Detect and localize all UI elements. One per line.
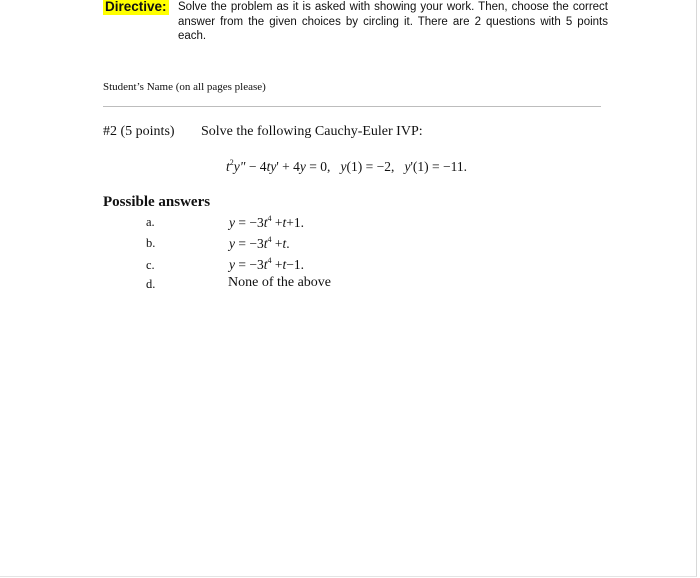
answer-d-value[interactable]: None of the above <box>228 275 332 290</box>
answer-a-y: y <box>229 215 235 230</box>
eq-minus4: − 4 <box>248 159 267 174</box>
ic1-y: y <box>340 159 347 174</box>
answer-a-letter[interactable]: a. <box>146 215 155 229</box>
answer-b-value[interactable] <box>229 235 290 252</box>
possible-answers-heading: Possible answers <box>103 194 211 210</box>
answer-a-exp: 4 <box>267 214 272 223</box>
question-prompt: Solve the following Cauchy-Euler IVP: <box>201 124 423 139</box>
name-line <box>103 106 601 107</box>
answer-b-y: y <box>229 236 235 251</box>
answer-c-exp: 4 <box>267 256 272 265</box>
answer-a-tail: +1. <box>286 215 305 230</box>
answer-a-t2: t <box>282 215 287 230</box>
eq-plus4: + 4 <box>282 159 300 174</box>
answer-c-t1: t <box>263 257 268 272</box>
answer-b-tail: . <box>286 236 290 251</box>
answer-a-t1: t <box>263 215 268 230</box>
answer-c-t2: t <box>282 257 287 272</box>
question-number: #2 (5 points) <box>103 124 175 139</box>
answer-b-t1: t <box>263 236 268 251</box>
ic1-rest: (1) = −2, <box>346 159 395 174</box>
answer-b-t2: t <box>282 236 287 251</box>
ic2-y: y <box>404 159 411 174</box>
ic2-rest: '(1) = −11. <box>410 159 467 174</box>
eq-ypp: y" <box>233 159 246 174</box>
answer-c-value[interactable] <box>229 256 304 273</box>
answer-a-plus: + <box>274 215 283 230</box>
answer-b-exp: 4 <box>267 235 272 244</box>
answer-c-letter[interactable]: c. <box>146 258 155 272</box>
answer-b-letter[interactable]: b. <box>146 236 156 250</box>
answer-a-value[interactable] <box>229 214 304 231</box>
eq-y: y <box>299 159 306 174</box>
answer-d-letter[interactable]: d. <box>146 277 156 291</box>
student-name-label: Student’s Name (on all pages please) <box>103 81 266 93</box>
eq-sq: 2 <box>229 158 234 167</box>
answer-c-y: y <box>229 257 235 272</box>
answer-c-plus: + <box>274 257 283 272</box>
answer-c-eq: = −3 <box>238 257 264 272</box>
answer-b-eq: = −3 <box>238 236 264 251</box>
eq-ty: ty <box>266 159 277 174</box>
eq-zero: = 0, <box>309 159 331 174</box>
directive-text: Solve the problem as it is asked with showing your work. Then, choose the correct answer from the given choices by circling it. There are 2 questions with 5 points each. <box>178 1 608 42</box>
ivp-equation <box>226 158 467 175</box>
eq-prime: ' <box>276 159 279 174</box>
directive-label: Directive: <box>105 0 167 14</box>
answer-b-plus: + <box>274 236 283 251</box>
eq-t: t <box>226 159 230 174</box>
answer-c-tail: −1. <box>286 257 305 272</box>
answer-a-eq: = −3 <box>238 215 264 230</box>
